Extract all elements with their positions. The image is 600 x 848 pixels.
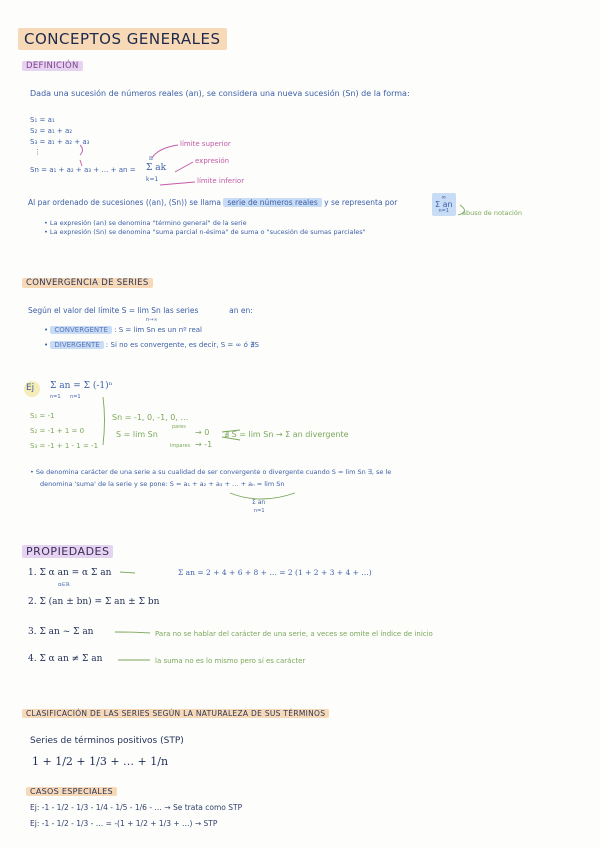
sum-bottom: k=1 <box>146 176 159 183</box>
arrow-limite-superior <box>152 145 178 158</box>
clasificacion-label: CLASIFICACIÓN DE LAS SERIES SEGÚN LA NATURALEZA DE SUS TÉRMINOS <box>22 709 329 718</box>
caso-ej1: Ej: -1 - 1/2 - 1/3 - 1/4 - 1/5 - 1/6 - … → Se trata como STP <box>30 803 243 812</box>
ej-s3: S₃ = -1 + 1 - 1 = -1 <box>30 442 99 450</box>
ej-sequence: Sn = -1, 0, -1, 0, … <box>112 413 189 422</box>
ej-pares-label: pares <box>172 424 186 430</box>
s3-line: S₃ = a₁ + a₂ + a₃ <box>30 138 90 146</box>
ej-expression: Σ an = Σ (-1)ⁿ <box>50 381 113 391</box>
ej-limit: S = lim Sn <box>116 430 158 439</box>
par-text-b: y se representa por <box>324 198 398 207</box>
stp-example: 1 + 1/2 + 1/3 + … + 1/n <box>32 755 169 768</box>
limite-inferior-label: límite inferior <box>197 177 245 185</box>
bullet-termino-general: • La expresión (an) se denomina "término general" de la serie <box>44 219 247 227</box>
sn-line: Sn = a₁ + a₂ + a₃ + … + an = <box>30 166 136 174</box>
propiedades-label: PROPIEDADES <box>22 545 113 558</box>
prop-1-right: Σ an = 2 + 4 + 6 + 8 + … = 2 (1 + 2 + 3 + 4 + …) <box>178 568 372 577</box>
abuso-label: abuso de notación <box>462 209 522 217</box>
par-text <box>28 198 397 207</box>
ej-s1: S₁ = -1 <box>30 412 55 420</box>
convergencia-label: CONVERGENCIA DE SERIES <box>22 278 153 288</box>
convergencia-intro <box>28 306 253 315</box>
caracter-line2: denomina 'suma' de la serie y se pone: S = a₁ + a₂ + a₃ + … + aₙ = lim Sn <box>40 480 285 488</box>
prop-4-note: la suma no es lo mismo pero sí es carácter <box>155 657 306 665</box>
par-text-a: Al par ordenado de sucesiones ((an), (Sn)) se llama <box>28 198 221 207</box>
dots: ⋮ <box>34 148 41 156</box>
s1-line: S₁ = a₁ <box>30 116 55 124</box>
sum-symbol: Σ ak <box>146 163 167 173</box>
caracter-line1: • Se denomina carácter de una serie a su cualidad de ser convergente o divergente cuando S = lim Sn ∃, se le <box>30 468 392 476</box>
ej-impares-label: impares <box>170 443 191 449</box>
arrow-p3 <box>115 632 150 633</box>
divergente-row: • DIVERGENTE : Si no es convergente, es decir, S = ∞ ó ∄S <box>44 341 259 349</box>
par-sum-bottom: n=1 <box>438 208 450 214</box>
sum-top: n <box>149 155 153 162</box>
definicion-intro: Dada una sucesión de números reales (an), se considera una nueva sucesión (Sn) de la forma: <box>30 89 410 98</box>
caracter-brace-sum: Σ an <box>252 499 266 506</box>
limite-superior-label: límite superior <box>180 140 231 148</box>
caracter-brace-bottom: n=1 <box>254 508 265 514</box>
convergente-row: • CONVERGENTE : S = lim Sn es un nº real <box>44 326 202 334</box>
arrow-p1 <box>120 572 135 573</box>
conv-intro-sub: n→∞ <box>146 317 158 323</box>
par-highlight: serie de números reales <box>223 198 321 207</box>
caso-ej2: Ej: -1 - 1/2 - 1/3 - … = -(1 + 1/2 + 1/3 + …) → STP <box>30 819 218 828</box>
arrow-limite-inferior <box>160 182 195 185</box>
expresion-label: expresión <box>195 157 230 165</box>
page-title: CONCEPTOS GENERALES <box>18 28 227 50</box>
divergente-label: DIVERGENTE <box>50 341 103 349</box>
prop-2: 2. Σ (an ± bn) = Σ an ± Σ bn <box>28 597 160 607</box>
casos-especiales-label: CASOS ESPECIALES <box>26 787 117 796</box>
bullet-suma-parcial: • La expresión (Sn) se denomina "suma parcial n-ésima" de suma o "sucesión de sumas parciales" <box>44 228 366 236</box>
definicion-label: DEFINICIÓN <box>22 61 83 71</box>
ej-arrow-m1: → -1 <box>195 440 213 449</box>
prop-1-sub: α∈ℝ <box>58 582 70 588</box>
conv-intro-text: Según el valor del límite S = lim Sn las series <box>28 306 199 315</box>
ej-label: Ej <box>26 383 35 393</box>
convergente-text: : S = lim Sn es un nº real <box>114 326 202 334</box>
par-sum <box>432 193 456 216</box>
par-sum-sym: Σ an <box>435 200 453 209</box>
prop-3: 3. Σ an ~ Σ an <box>28 627 94 637</box>
prop-1: 1. Σ α an = α Σ an <box>28 568 112 578</box>
conv-intro-end: an en: <box>229 306 253 315</box>
ej-conclusion: ∄ S = lim Sn → Σ an divergente <box>224 430 349 439</box>
arrow-expresion <box>175 162 193 172</box>
prop-4: 4. Σ α an ≠ Σ an <box>28 654 103 664</box>
divergente-text: : Si no es convergente, es decir, S = ∞ ó ∄S <box>105 341 259 349</box>
ej-arrow-0: → 0 <box>195 428 210 437</box>
stp-title: Series de términos positivos (STP) <box>30 736 184 746</box>
prop-3-note: Para no se hablar del carácter de una serie, a veces se omite el índice de inicio <box>155 630 433 638</box>
par-sum-top: ∞ <box>441 194 447 201</box>
ej-bounds: n=1 n=1 <box>50 394 81 400</box>
s2-line: S₂ = a₁ + a₂ <box>30 127 73 135</box>
brace-s-values <box>103 397 105 445</box>
ej-s2: S₂ = -1 + 1 = 0 <box>30 427 85 435</box>
convergente-label: CONVERGENTE <box>50 326 112 334</box>
